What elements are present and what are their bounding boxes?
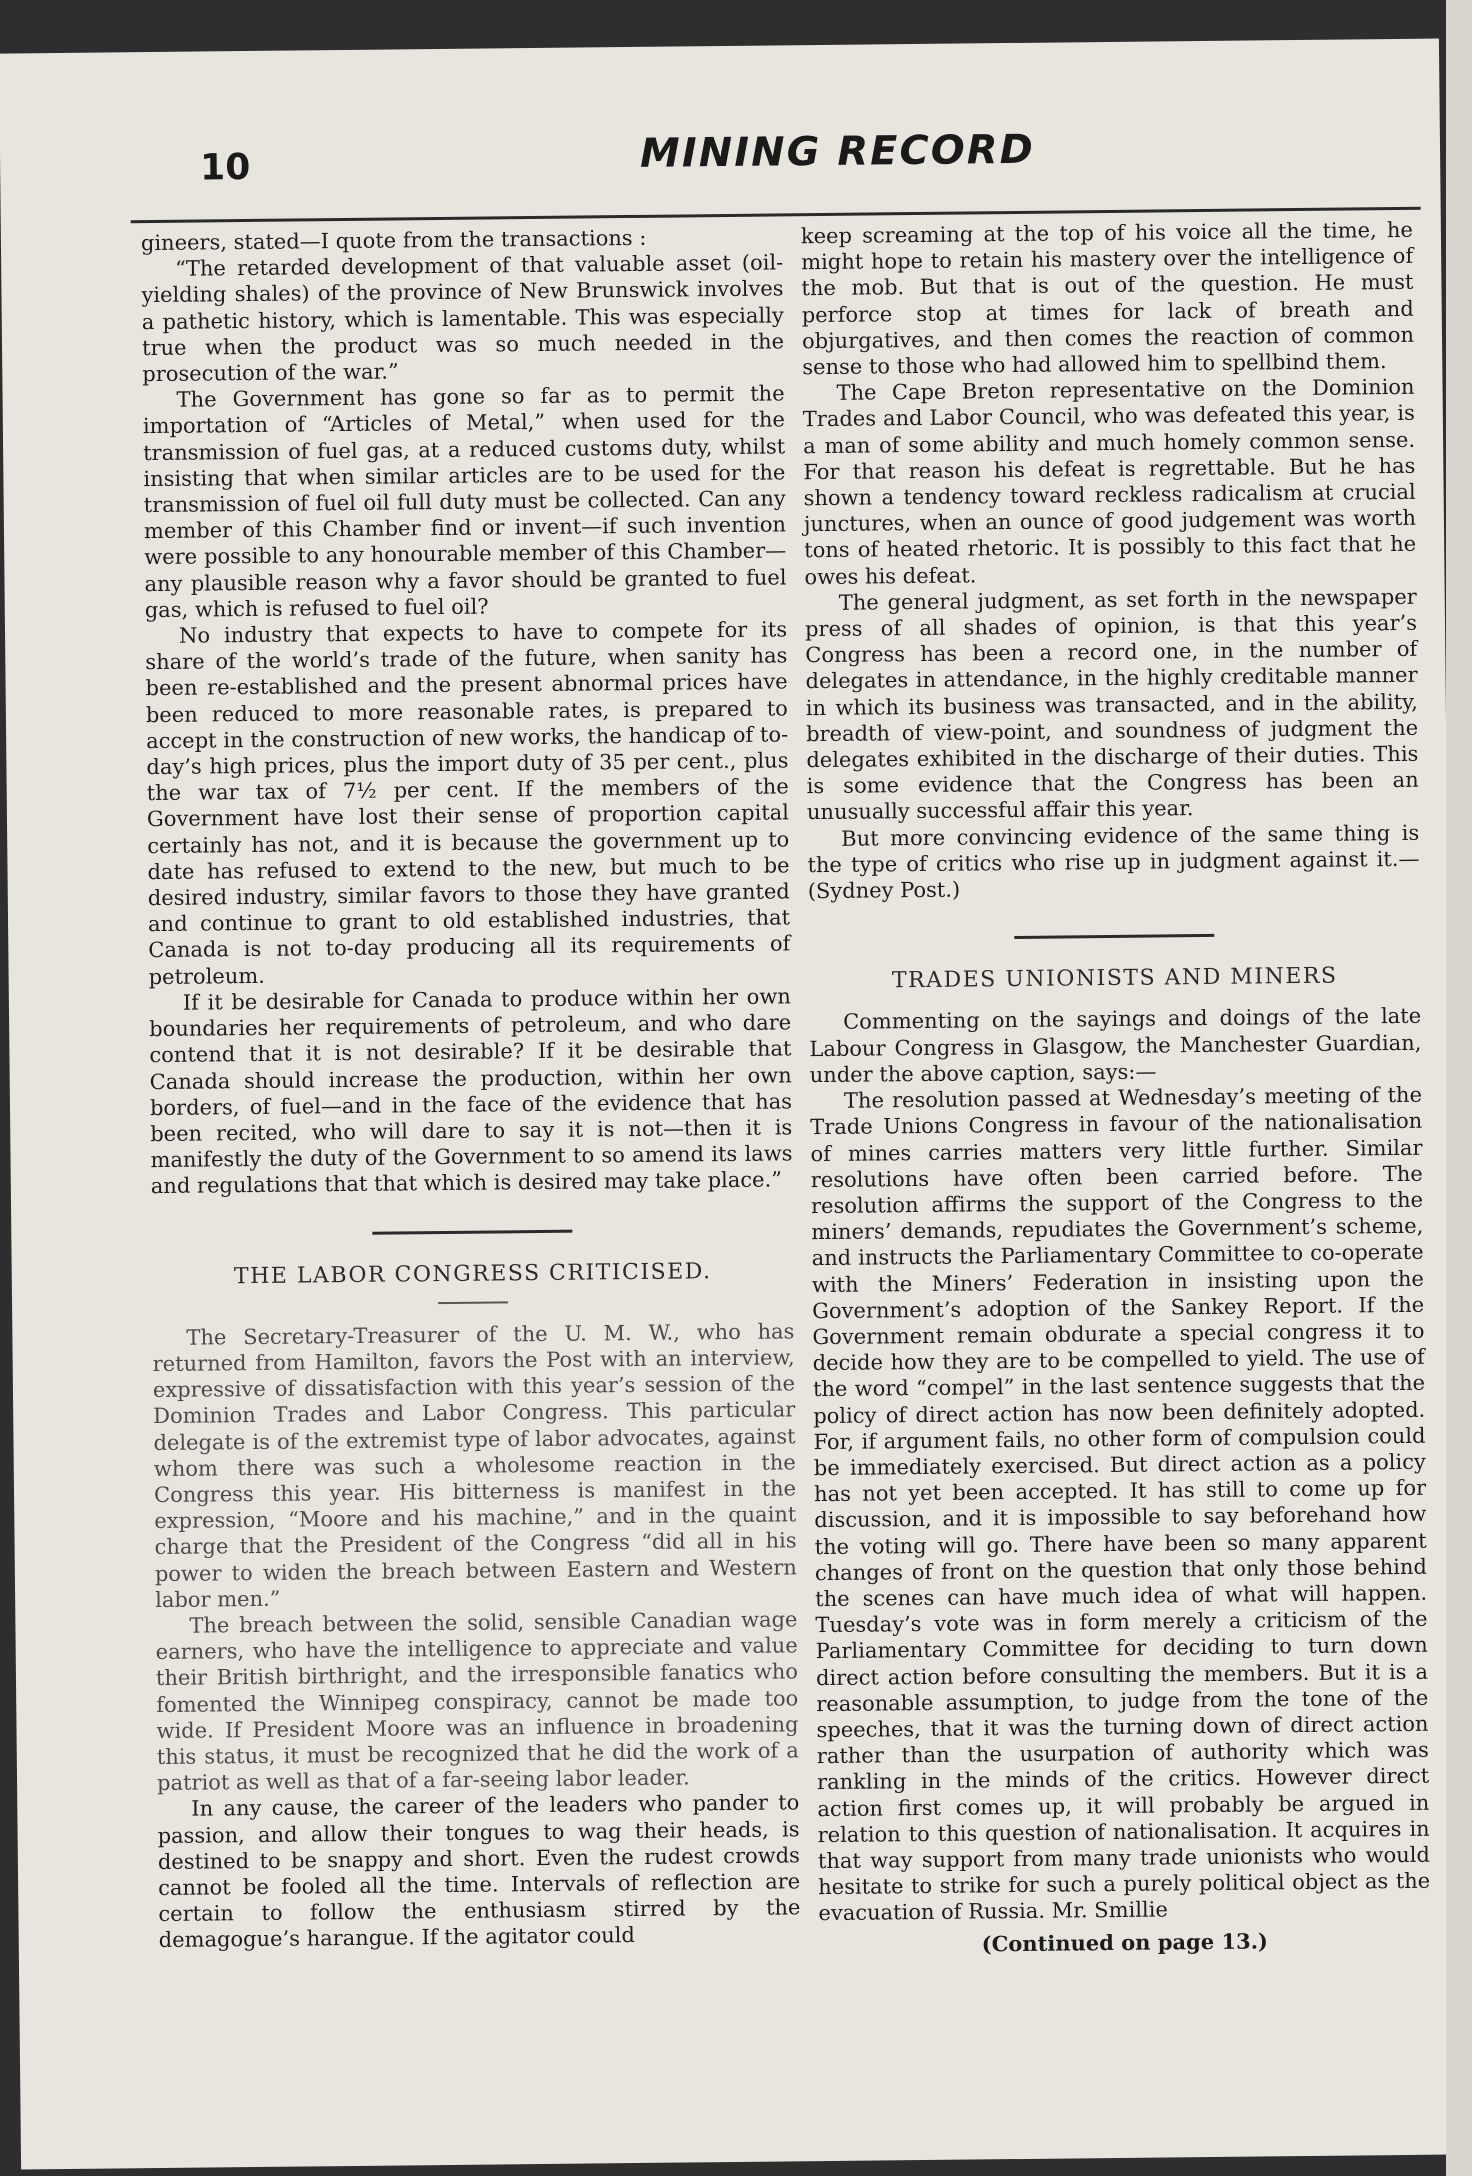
article-paragraph: But more convincing evidence of the same thing is the type of critics who rise up in judgment against it.—(Sydney Post.) bbox=[807, 820, 1420, 904]
section-heading-trades-unionists: TRADES UNIONISTS AND MINERS bbox=[891, 963, 1338, 994]
page-header bbox=[130, 115, 1421, 209]
article-paragraph: Commenting on the sayings and doings of the late Labour Congress in Glasgow, the Manchester Guardian, under the above caption, says:— bbox=[809, 1004, 1422, 1088]
masthead-title: MINING RECORD bbox=[639, 126, 1036, 177]
continued-note: (Continued on page 13.) bbox=[981, 1928, 1269, 1957]
article-paragraph: keep screaming at the top of his voice all the time, he might hope to retain his mastery over the intelligence of the mob. But that is out of the question. He must perforce stop at times for lack of breath and objurgatives, and then comes the reaction of common sense to those who had allowed him to spellbind them. bbox=[800, 217, 1415, 380]
scan-edge bbox=[1446, 0, 1472, 2176]
right-column bbox=[801, 217, 1431, 1959]
heading-underline bbox=[438, 1301, 508, 1304]
article-paragraph: The general judgment, as set forth in the newspaper press of all shades of opinion, is that this year’s Congress has been a record one, in the number of delegates in attendance, in the highly creditable manner in which its business was transacted, and in the ability, breadth of view-point, and soundness of judgment the delegates exhibited in the discharge of their duties. This is some evidence that the Congress has been an unusually successful affair this year. bbox=[804, 584, 1419, 825]
article-paragraph: No industry that expects to have to compete for its share of the world’s trade of the future, when sanity has been re-established and the present abnormal prices have been reduced to more reasonable rates, is prepared to accept in the construction of new works, the handicap of to-day’s high prices, plus the import duty of 35 per cent., plus the war tax of 7½ per cent. If the members of the Government have lost their sense of proportion capital certainly has not, and it is because the government up to date has refused to extend to the new, but much to be desired industry, similar favors to those they have granted and continue to grant to old established industries, that Canada is not to-day producing all its requirements of petroleum. bbox=[145, 617, 791, 989]
article-paragraph: The Secretary-Treasurer of the U. M. W., who has returned from Hamilton, favors the Post with an interview, expressive of dissatisfaction with this year’s session of the Dominion Trades and Labor Congress. This particular delegate is of the extremist type of labor advocates, against whom there was such a wholesome reaction in the Congress this year. His bitterness is manifest in the expression, “Moore and his machine,” and in the quaint charge that the President of the Congress “did all in his power to widen the breach between Eastern and Western labor men.” bbox=[152, 1319, 797, 1612]
section-divider bbox=[372, 1229, 572, 1234]
left-column bbox=[141, 223, 801, 1953]
section-divider bbox=[1014, 934, 1214, 939]
article-paragraph: gineers, stated—I quote from the transactions : bbox=[140, 225, 647, 256]
newspaper-page bbox=[0, 39, 1461, 2170]
article-paragraph: The Cape Breton representative on the Dominion Trades and Labor Council, who was defeated this year, is a man of some ability and much homely common sense. For that reason his defeat is regrettable. But he has shown a tendency toward reckless radicalism at crucial junctures, when an ounce of good judgement was worth tons of heated rhetoric. It is possibly to this fact that he owes his defeat. bbox=[802, 375, 1417, 589]
article-paragraph: The breach between the solid, sensible Canadian wage earners, who have the intelligence to appreciate and value their British birthright, and the irresponsible fanatics who fomented the Winnipeg conspiracy, cannot be made too wide. If President Moore was an influence in broadening this status, it must be recognized that he did the work of a patriot as well as that of a far-seeing labor leader. bbox=[155, 1607, 799, 1796]
article-paragraph: “The retarded development of that valuable asset (oil-yielding shales) of the province of New Brunswick involves a pathetic history, which is lamentable. This was especially true when the product was so much needed in the prosecution of the war.” bbox=[141, 250, 785, 387]
article-paragraph: In any cause, the career of the leaders who pander to passion, and allow their tongues to wag their heads, is destined to be snappy and short. Even the rudest crowds cannot be fooled all the time. Intervals of reflection are certain to follow the enthusiasm stirred by the demagogue’s harangue. If the agitator could bbox=[157, 1790, 801, 1953]
article-paragraph: The Government has gone so far as to permit the importation of “Articles of Metal,” when used for the transmission of fuel gas, at a reduced customs duty, whilst insisting that when similar articles are to be used for the transmission of fuel oil full duty must be collected. Can any member of this Chamber find or invent—if such invention were possible to any honourable member of this Chamber—any plausible reason why a favor should be granted to fuel gas, which is refused to fuel oil? bbox=[142, 381, 787, 622]
article-paragraph: The resolution passed at Wednesday’s meeting of the Trade Unions Congress in favour of the nationalisation of mines carries matters very little further. Similar resolutions have often been carried before. The resolution affirms the support of the Congress to the miners’ demands, repudiates the Government’s scheme, and instructs the Parliamentary Committee to co-operate with the Miners’ Federation in insisting upon the Government’s adoption of the Sankey Report. If the Government remain obdurate a special congress it to decide how they are to be compelled to yield. The use of the word “compel” in the last sentence suggests that the policy of direct action has now been definitely adopted. For, if argument fails, no other form of compulsion could be immediately exercised. But direct action as a policy has not yet been accepted. It has still to come up for discussion, and it is impossible to say beforehand how the voting will go. There have been so many apparent changes of front on the question that only those behind the scenes can have much idea of what will happen. Tuesday’s vote was in form merely a criticism of the Parliamentary Committee for deciding to turn down direct action before consulting the members. But it is a reasonable assumption, to judge from the tone of the speeches, that it was the turning down of direct action rather than the usurpation of authority which was rankling in the minds of the critics. However direct action first comes up, it will probably be argued in relation to this question of nationalisation. It acquires in that way support from many trade unionists who would hesitate to strike for such a purely political object as the evacuation of Russia. Mr. Smillie bbox=[810, 1082, 1431, 1926]
article-paragraph: If it be desirable for Canada to produce within her own boundaries her requirements of petroleum, and who dare contend that it is not desirable? If it be desirable that Canada should increase the production, within her own borders, of fuel—and in the face of the evidence that has been recited, who will dare to say it is not—then it is manifestly the duty of the Government to so amend its laws and regulations that that which is desired may take place.” bbox=[149, 984, 793, 1199]
page-number: 10 bbox=[199, 146, 251, 189]
section-heading-labor-congress: THE LABOR CONGRESS CRITICISED. bbox=[233, 1258, 712, 1289]
